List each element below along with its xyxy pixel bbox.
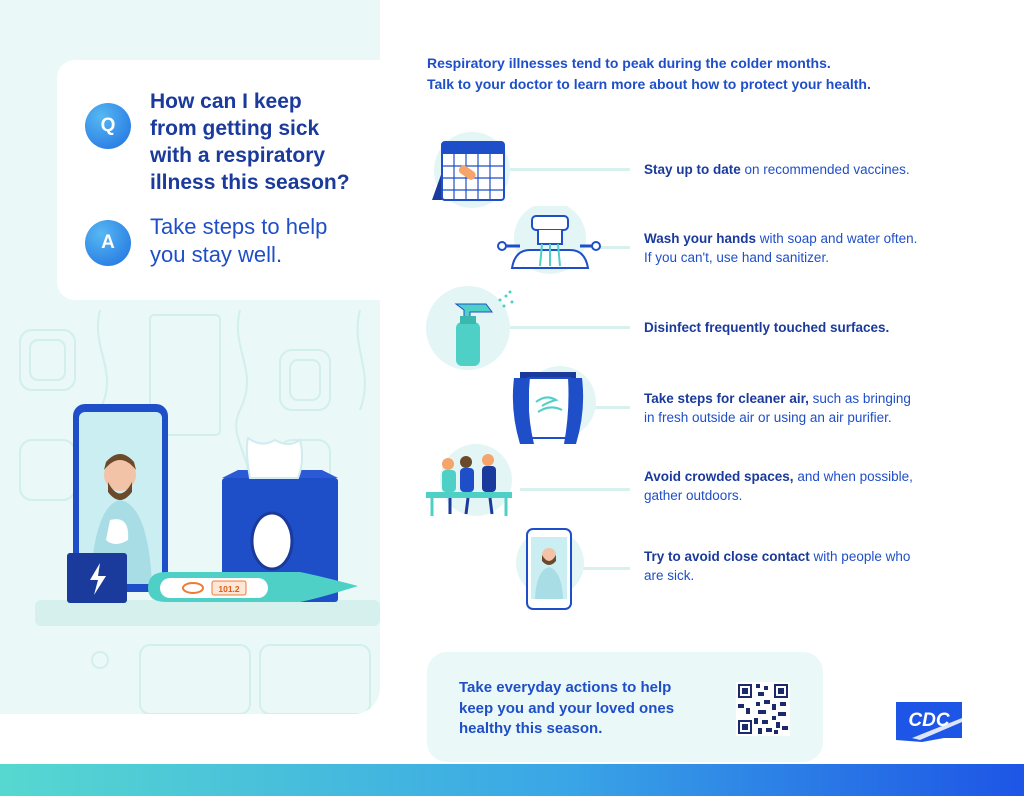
calendar-icon bbox=[420, 128, 520, 210]
footer-gradient-bar bbox=[0, 764, 1024, 796]
step-disinfect: Disinfect frequently touched surfaces. bbox=[420, 286, 980, 366]
question-badge: Q bbox=[85, 103, 131, 149]
thermometer-reading: 101.2 bbox=[218, 584, 240, 594]
answer-text: Take steps to help you stay well. bbox=[150, 214, 328, 267]
step-vaccines: Stay up to date on recommended vaccines. bbox=[420, 128, 980, 208]
cdc-logo-text: CDC bbox=[908, 710, 950, 731]
everyday-actions-text: Take everyday actions to help keep you and your loved ones healthy this season. bbox=[459, 679, 675, 737]
step-avoid-crowds: Avoid crowded spaces, and when possible, gather outdoors. bbox=[420, 448, 980, 528]
step-cleaner-air: Take steps for cleaner air, such as bringing in fresh outside air or using an air purifier. bbox=[420, 366, 980, 446]
phone-video-call-icon bbox=[420, 527, 590, 611]
intro-text: Respiratory illnesses tend to peak during the colder months. Talk to your doctor to learn more about how to protect your health. bbox=[427, 55, 871, 92]
question-heading: How can I keep from getting sick with a respiratory illness this season? bbox=[150, 90, 350, 194]
faucet-icon bbox=[420, 206, 620, 286]
cdc-logo bbox=[892, 698, 966, 744]
question-answer-card bbox=[57, 60, 380, 300]
answer-badge: A bbox=[85, 220, 131, 266]
step-wash-hands: Wash your hands with soap and water often. If you can't, use hand sanitizer. bbox=[420, 206, 980, 286]
spray-bottle-icon bbox=[420, 280, 530, 370]
everyday-actions-box bbox=[427, 652, 823, 762]
step-avoid-contact: Try to avoid close contact with people who are sick. bbox=[420, 527, 980, 607]
window-curtain-icon bbox=[420, 366, 600, 446]
qr-code-icon[interactable] bbox=[736, 682, 790, 736]
outdoor-people-icon bbox=[420, 442, 530, 522]
